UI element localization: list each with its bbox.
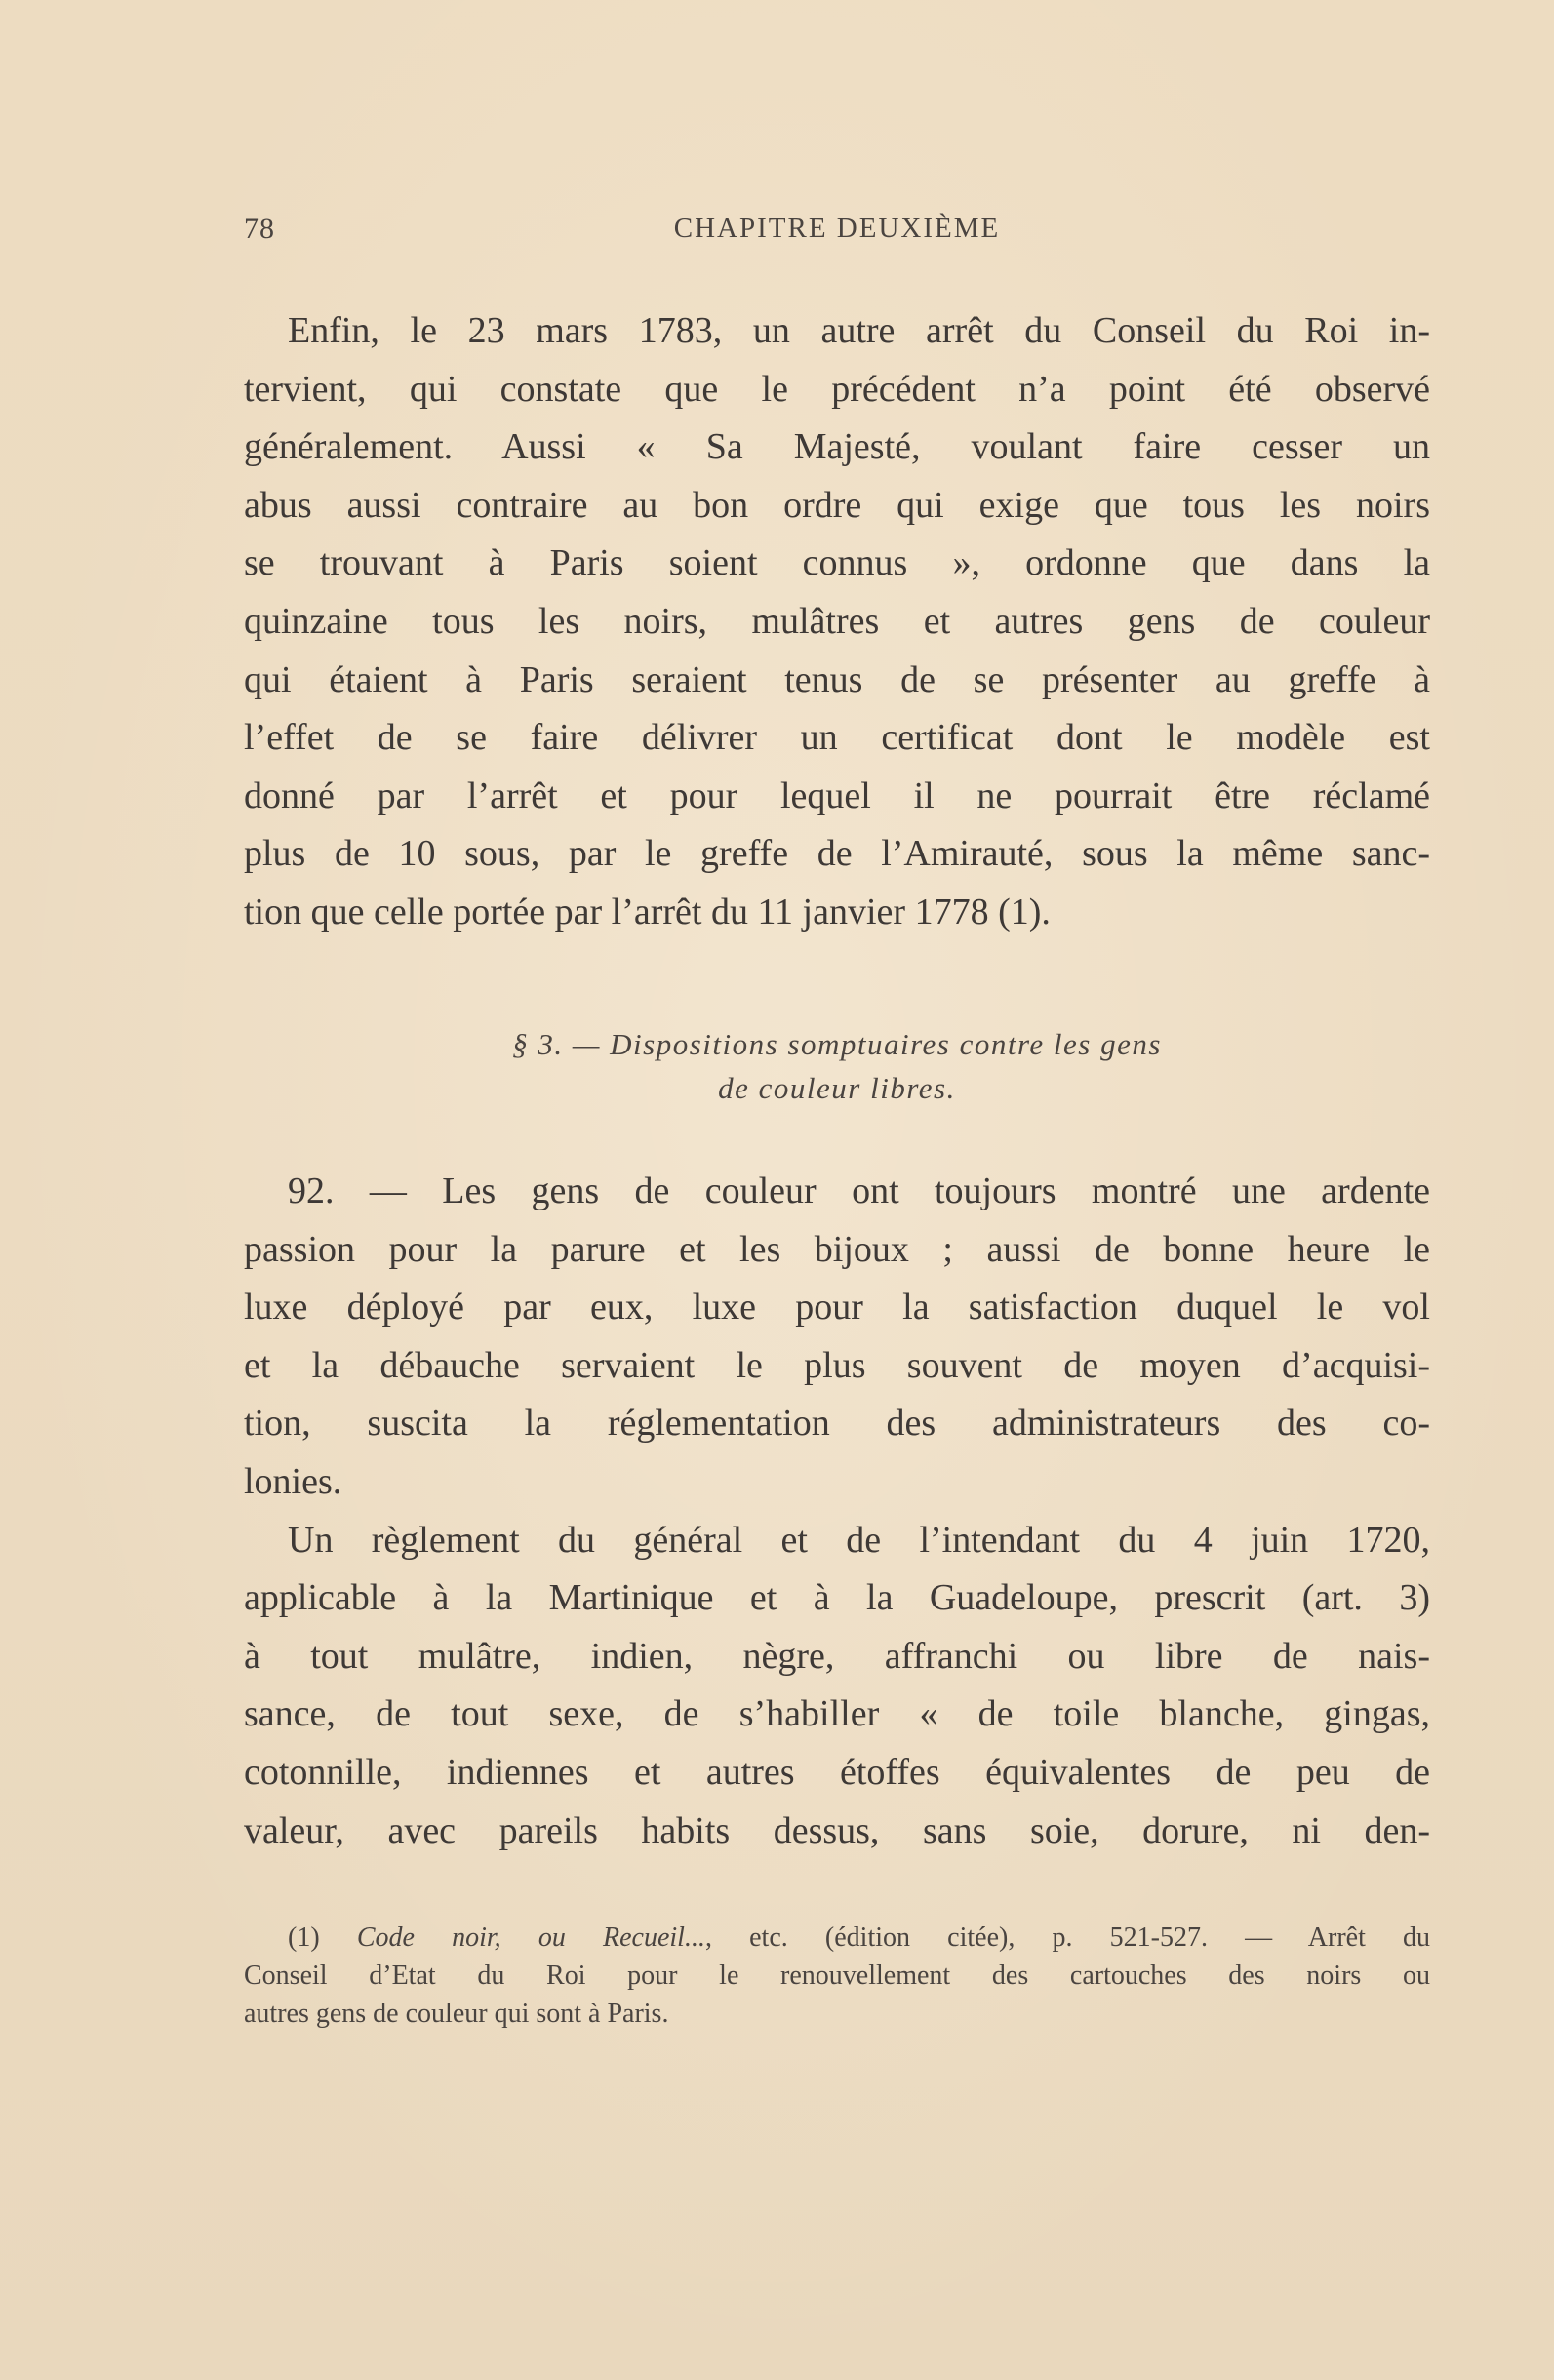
text-line: généralement. Aussi « Sa Majesté, voulant faire cesser un <box>244 426 1430 468</box>
text-line: donné par l’arrêt et pour lequel il ne pourrait être réclamé <box>244 774 1430 816</box>
text-line: Un règlement du général et de l’intendant du 4 juin 1720, <box>288 1519 1430 1561</box>
text-line: quinzaine tous les noirs, mulâtres et autres gens de couleur <box>244 600 1430 642</box>
text-line: 92. — Les gens de couleur ont toujours montré une ardente <box>288 1170 1430 1211</box>
text-line: plus de 10 sous, par le greffe de l’Amirauté, sous la même sanc- <box>244 833 1430 875</box>
text-line: abus aussi contraire au bon ordre qui exige que tous les noirs <box>244 484 1430 526</box>
text-line: tion que celle portée par l’arrêt du 11 janvier 1778 (1). <box>244 891 1051 932</box>
text-line: luxe déployé par eux, luxe pour la satisfaction duquel le vol <box>244 1287 1430 1329</box>
text-line: sance, de tout sexe, de s’habiller « de toile blanche, gingas, <box>244 1693 1430 1735</box>
text-line: l’effet de se faire délivrer un certificat dont le modèle est <box>244 717 1430 759</box>
footnote <box>244 1919 1430 2033</box>
footnote-title: Code noir, ou Recueil... <box>356 1923 705 1953</box>
section-heading <box>244 1022 1430 1110</box>
text-line: lonies. <box>244 1460 342 1502</box>
page-number: 78 <box>244 213 275 245</box>
text-line: applicable à la Martinique et à la Guadeloupe, prescrit (art. 3) <box>244 1577 1430 1619</box>
section-heading-line: de couleur libres. <box>718 1071 956 1105</box>
text-line: tion, suscita la réglementation des administrateurs des co- <box>244 1403 1430 1445</box>
text-line: et la débauche servaient le plus souvent de moyen d’acquisi- <box>244 1344 1430 1386</box>
text-line: tervient, qui constate que le précédent n’a point été observé <box>244 368 1430 410</box>
text-line: se trouvant à Paris soient connus », ordonne que dans la <box>244 542 1430 584</box>
text-line: Enfin, le 23 mars 1783, un autre arrêt du Conseil du Roi in- <box>288 310 1430 351</box>
running-head <box>244 213 1430 252</box>
footnote-text: , etc. (édition citée), p. 521-527. — Arrêt du <box>704 1923 1430 1953</box>
footnote-line: Conseil d’Etat du Roi pour le renouvellement des cartouches des noirs ou <box>244 1961 1430 1991</box>
text-line: à tout mulâtre, indien, nègre, affranchi ou libre de nais- <box>244 1635 1430 1677</box>
paragraph-arret-1783 <box>244 302 1430 942</box>
footnote-line <box>244 1919 1430 1957</box>
footnote-marker: (1) <box>288 1923 320 1953</box>
paragraph-92 <box>244 1163 1430 1860</box>
text-line: valeur, avec pareils habits dessus, sans soie, dorure, ni den- <box>244 1809 1430 1851</box>
text-line: passion pour la parure et les bijoux ; aussi de bonne heure le <box>244 1228 1430 1270</box>
footnote-line: autres gens de couleur qui sont à Paris. <box>244 1999 669 2029</box>
text-line: cotonnille, indiennes et autres étoffes équivalentes de peu de <box>244 1751 1430 1793</box>
section-heading-line: § 3. — Dispositions somptuaires contre les gens <box>512 1027 1162 1061</box>
text-line: qui étaient à Paris seraient tenus de se présenter au greffe à <box>244 658 1430 700</box>
chapter-title: CHAPITRE DEUXIÈME <box>673 213 1001 244</box>
